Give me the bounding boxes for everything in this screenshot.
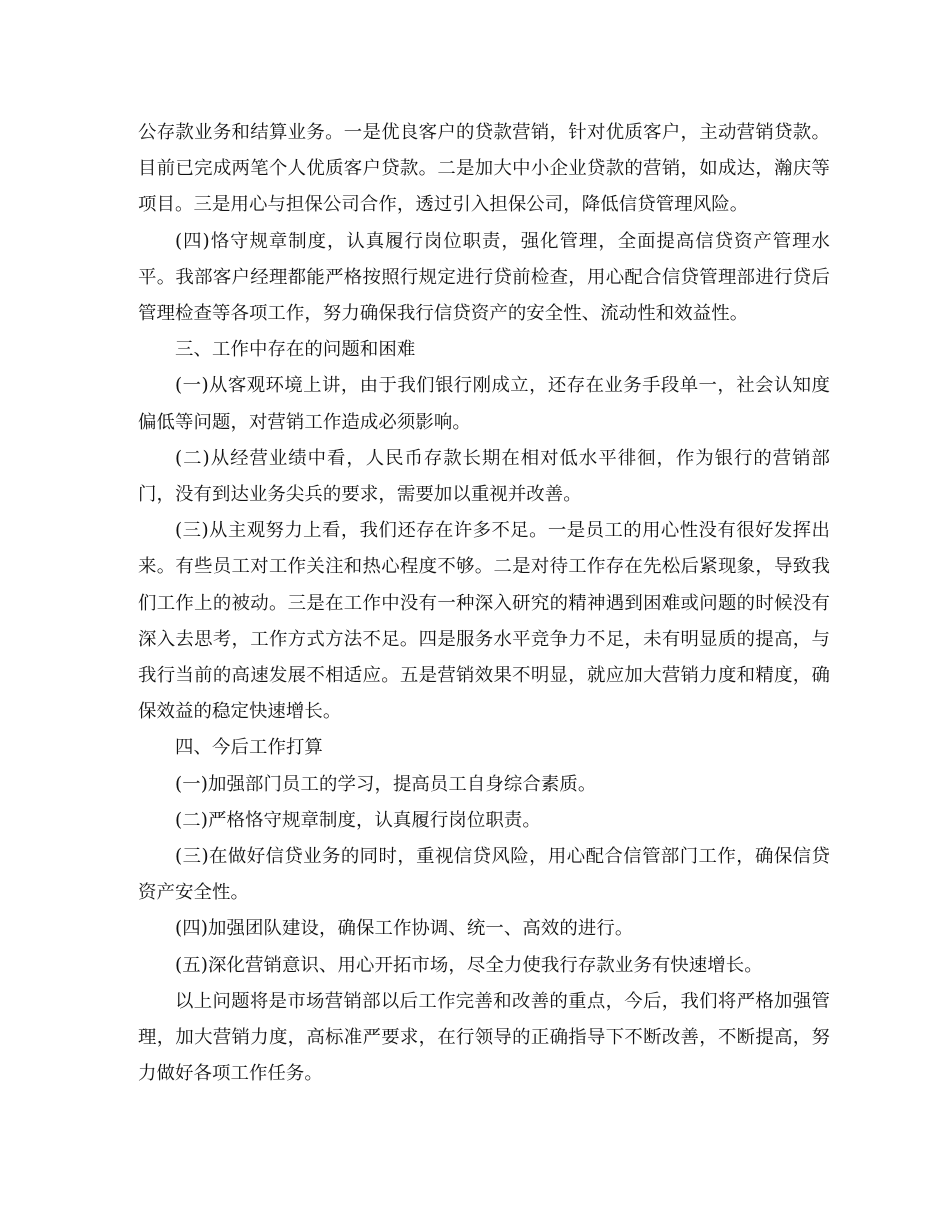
paragraph: (四)恪守规章制度，认真履行岗位职责，强化管理，全面提高信贷资产管理水平。我部客户经理都能严格按照行规定进行贷前检查，用心配合信贷管理部进行贷后管理检查等各项工作，努力确保我行信贷资产的安全性、流动性和效益性。: [138, 230, 830, 325]
list-item: (二)严格恪守规章制度，认真履行岗位职责。: [175, 809, 541, 831]
paragraph: (三)从主观努力上看，我们还存在许多不足。一是员工的用心性没有很好发挥出来。有些员工对工作关注和热心程度不够。二是对待工作存在先松后紧现象，导致我们工作上的被动。三是在工作中没有一种深入研究的精神遇到困难或问题的时候没有深入去思考，工作方式方法不足。四是服务水平竞争力不足，未有明显质的提高，与我行当前的高速发展不相适应。五是营销效果不明显，就应加大营销力度和精度，确保效益的稳定快速增长。: [138, 520, 830, 723]
document-body: [138, 115, 830, 1092]
section-heading: 三、工作中存在的问题和困难: [175, 339, 416, 361]
list-item: (三)在做好信贷业务的同时，重视信贷风险，用心配合信管部门工作，确保信贷资产安全性。: [138, 846, 830, 904]
paragraph: 公存款业务和结算业务。一是优良客户的贷款营销，针对优质客户，主动营销贷款。目前已完成两笔个人优质客户贷款。二是加大中小企业贷款的营销，如成达，瀚庆等项目。三是用心与担保公司合作，透过引入担保公司，降低信贷管理风险。: [138, 122, 830, 216]
section-heading: 四、今后工作打算: [175, 737, 323, 759]
paragraph: 以上问题将是市场营销部以后工作完善和改善的重点，今后，我们将严格加强管理，加大营销力度，高标准严要求，在行领导的正确指导下不断改善，不断提高，努力做好各项工作任务。: [138, 990, 830, 1085]
list-item: (一)加强部门员工的学习，提高员工自身综合素质。: [175, 773, 597, 795]
list-item: (四)加强团队建设，确保工作协调、统一、高效的进行。: [175, 918, 634, 940]
list-item: (五)深化营销意识、用心开拓市场，尽全力使我行存款业务有快速增长。: [175, 954, 763, 976]
paragraph: (一)从客观环境上讲，由于我们银行刚成立，还存在业务手段单一，社会认知度偏低等问题，对营销工作造成必须影响。: [138, 375, 830, 433]
paragraph: (二)从经营业绩中看，人民币存款长期在相对低水平徘徊，作为银行的营销部门，没有到达业务尖兵的要求，需要加以重视并改善。: [138, 447, 830, 506]
